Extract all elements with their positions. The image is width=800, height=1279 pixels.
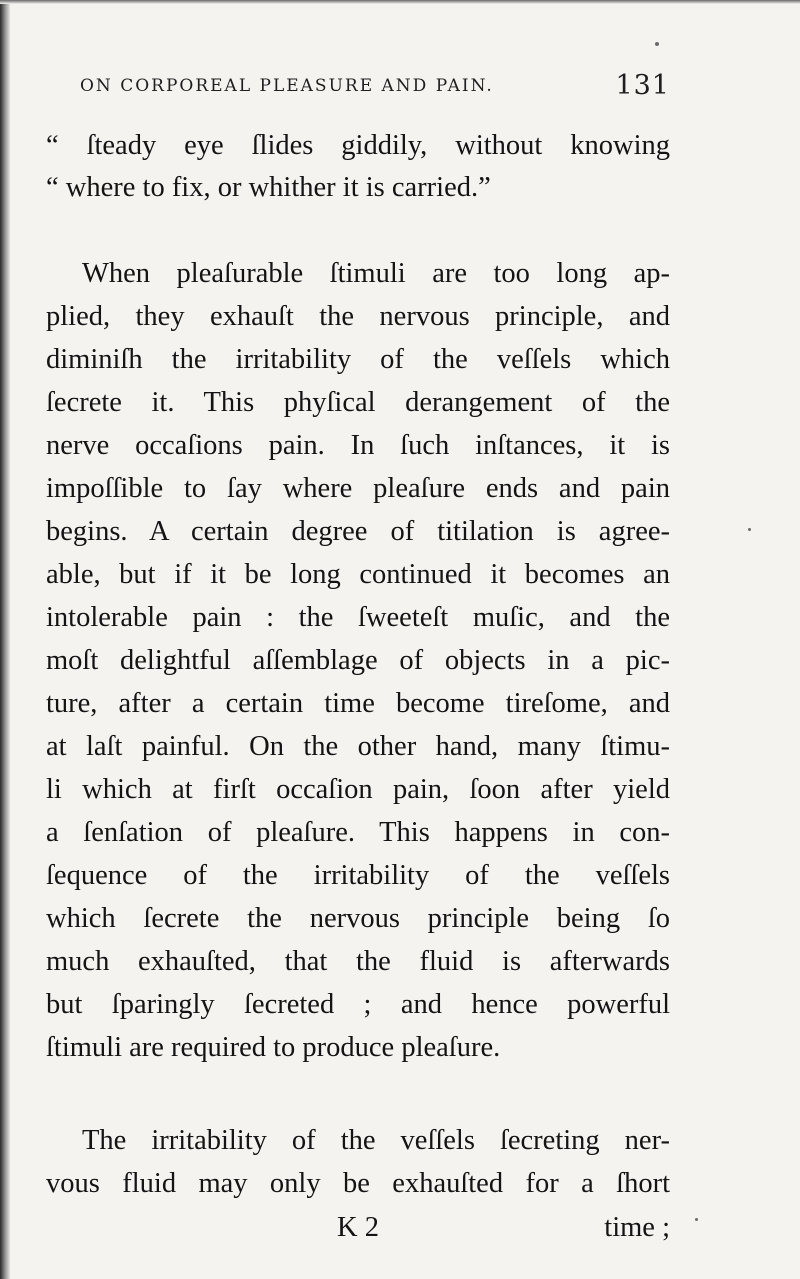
text-line: much exhauſted, that the fluid is afterwards	[46, 946, 670, 977]
text-line: The irritability of the veſſels ſecreting ner-	[82, 1125, 670, 1156]
text-line: ſecrete it. This phyſical derangement of the	[46, 387, 670, 418]
paper-speck	[655, 42, 659, 46]
paper-speck	[695, 1218, 698, 1221]
text-line: but ſparingly ſecreted ; and hence powerful	[46, 989, 670, 1020]
page-left-edge-shadow	[0, 0, 10, 1279]
page-number: 131	[615, 70, 670, 101]
text-line: ture, after a certain time become tireſome, and	[46, 688, 670, 719]
catchword: time ;	[604, 1212, 670, 1243]
text-line: begins. A certain degree of titilation is agree-	[46, 516, 670, 547]
text-line: a ſenſation of pleaſure. This happens in con-	[46, 817, 670, 848]
text-line: li which at firſt occaſion pain, ſoon after yield	[46, 774, 670, 805]
text-line: able, but if it be long continued it becomes an	[46, 559, 670, 590]
signature-mark: K 2	[337, 1212, 379, 1243]
page-top-edge-shadow	[0, 0, 800, 4]
text-line: nerve occaſions pain. In ſuch inſtances, it is	[46, 430, 670, 461]
text-line: diminiſh the irritability of the veſſels which	[46, 344, 670, 375]
text-line: at laſt painful. On the other hand, many ſtimu-	[46, 731, 670, 762]
text-line: which ſecrete the nervous principle being ſo	[46, 903, 670, 934]
text-line: plied, they exhauſt the nervous principle, and	[46, 301, 670, 332]
running-head: ON CORPOREAL PLEASURE AND PAIN.	[80, 76, 494, 96]
text-line: “ where to fix, or whither it is carried.”	[46, 172, 491, 203]
text-line: When pleaſurable ſtimuli are too long ap-	[82, 258, 670, 289]
text-line: vous fluid may only be exhauſted for a ſhort	[46, 1168, 670, 1199]
page-header	[80, 70, 670, 110]
text-line: ſtimuli are required to produce pleaſure.	[46, 1032, 501, 1063]
text-line: ſequence of the irritability of the veſſels	[46, 860, 670, 891]
text-line: “ ſteady eye ſlides giddily, without knowing	[46, 130, 670, 161]
page-footer	[46, 1206, 670, 1249]
text-line: impoſſible to ſay where pleaſure ends and pain	[46, 473, 670, 504]
text-line: moſt delightful aſſemblage of objects in a pic-	[46, 645, 670, 676]
text-line: intolerable pain : the ſweeteſt muſic, and the	[46, 602, 670, 633]
paper-speck	[748, 528, 751, 531]
